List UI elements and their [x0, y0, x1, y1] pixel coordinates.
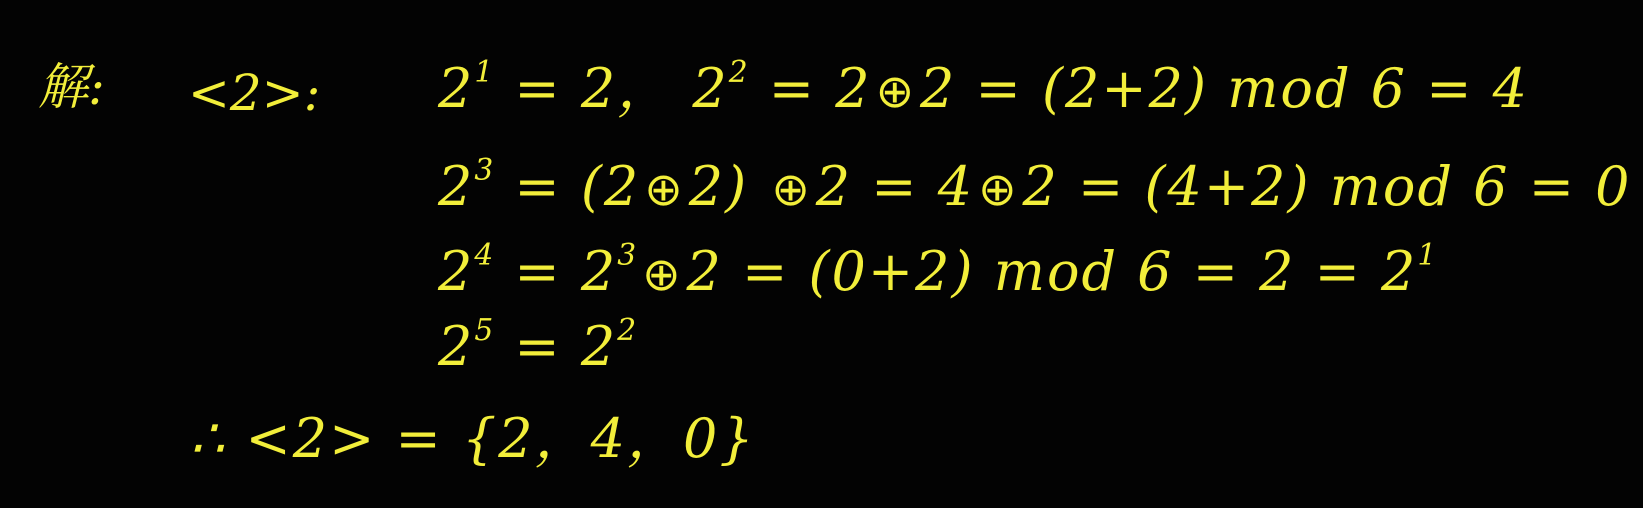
equation-text: 2 = (2+2) mod 6 = 4: [920, 57, 1529, 120]
conclusion-line: ∴ <2> = {2，4，0}: [190, 407, 756, 470]
equation-text: = 2: [768, 57, 872, 120]
circled-plus-operator: ⊕: [771, 162, 812, 216]
power-base: 2: [438, 315, 475, 378]
generator-label: <2>:: [188, 64, 321, 122]
equation-text: = (2: [514, 155, 641, 218]
power-exponent: 1: [474, 54, 496, 90]
solution-label: 解:: [38, 58, 105, 116]
equation-text: 2 = (0+2) mod 6 = 2 = 2: [686, 240, 1418, 303]
circled-plus-operator: ⊕: [978, 162, 1019, 216]
power-base: 2: [438, 57, 475, 120]
power-exponent: 3: [474, 152, 496, 188]
power-exponent: 5: [474, 312, 496, 348]
power-base: 2: [438, 240, 475, 303]
power-base: 2: [438, 155, 475, 218]
equation-text: = 2: [514, 240, 618, 303]
power-exponent: 1: [1417, 237, 1439, 273]
equation-line-2: [438, 152, 1632, 218]
equation-text: 2): [688, 155, 749, 218]
equation-text: 2 = (4+2) mod 6 = 0: [1022, 155, 1632, 218]
power-exponent: 3: [617, 237, 639, 273]
equation-line-3: [438, 237, 1439, 303]
equation-text: = 2: [514, 315, 618, 378]
equation-line-4: [438, 312, 639, 378]
equation-text: = 2，: [514, 57, 674, 120]
circled-plus-operator: ⊕: [642, 247, 683, 301]
circled-plus-operator: ⊕: [875, 64, 917, 118]
power-exponent: 4: [474, 237, 496, 273]
equation-line-1: [438, 54, 1529, 120]
power-base: 2: [692, 57, 729, 120]
power-exponent: 2: [617, 312, 639, 348]
power-exponent: 2: [728, 54, 750, 90]
circled-plus-operator: ⊕: [644, 162, 685, 216]
equation-text: 2 = 4: [815, 155, 975, 218]
